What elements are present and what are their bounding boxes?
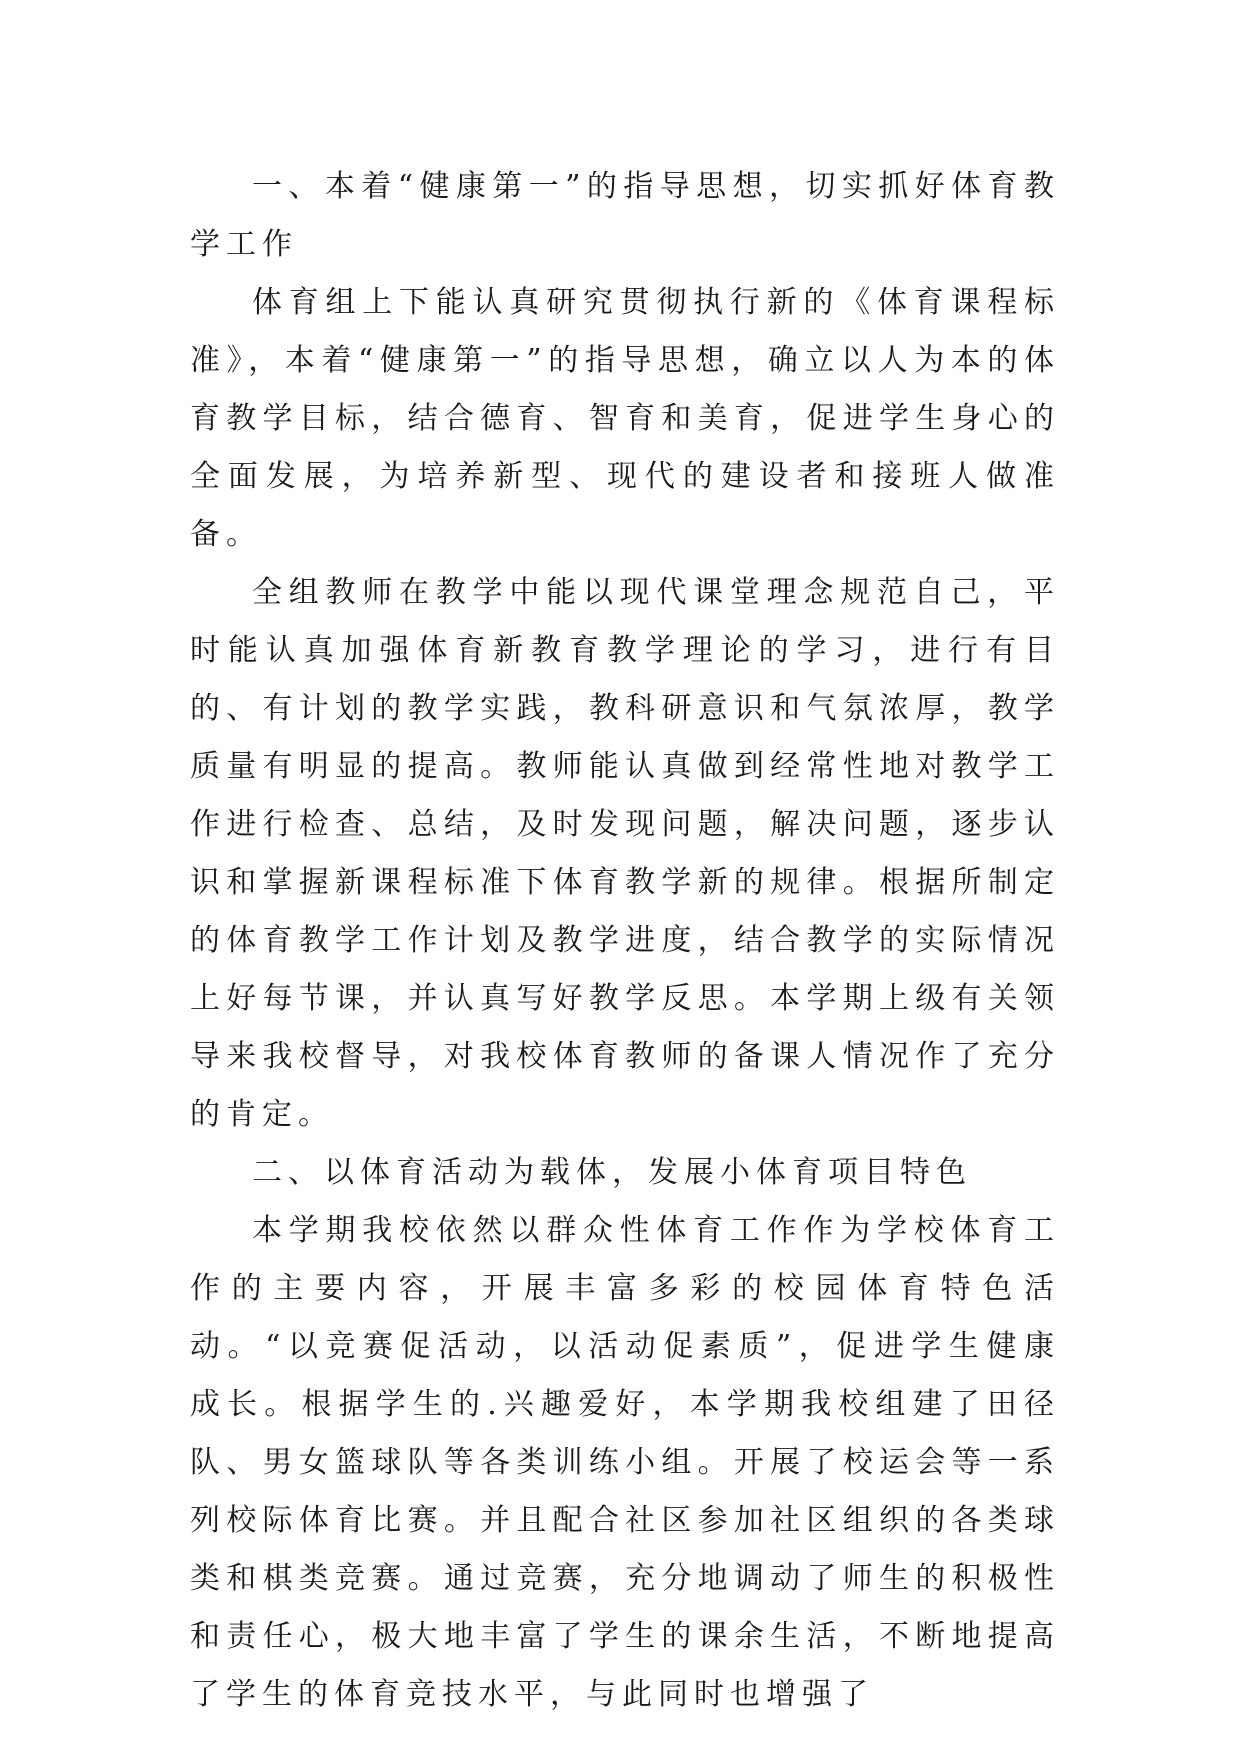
section-heading-2: 二、以体育活动为载体，发展小体育项目特色 (252, 1155, 972, 1190)
body-paragraph-1: 体育组上下能认真研究贯彻执行新的《体育课程标准》，本着“健康第一”的指导思想，确立以人为本的体育教学目标，结合德育、智育和美育，促进学生身心的全面发展，为培养新型、现代的建设者和接班人做准备。 (190, 285, 1060, 552)
body-paragraph-3: 本学期我校依然以群众性体育工作作为学校体育工作的主要内容，开展丰富多彩的校园体育特色活动。“以竞赛促活动，以活动促素质”，促进学生健康成长。根据学生的.兴趣爱好，本学期我校组建了田径队、男女篮球队等各类训练小组。开展了校运会等一系列校际体育比赛。并且配合社区参加社区组织的各类球类和棋类竞赛。通过竞赛，充分地调动了师生的积极性和责任心，极大地丰富了学生的课余生活，不断地提高了学生的体育竞技水平，与此同时也增强了 (190, 1213, 1060, 1712)
section-heading-1: 一、本着“健康第一”的指导思想，切实抓好体育教学工作 (190, 169, 1060, 262)
body-paragraph-2: 全组教师在教学中能以现代课堂理念规范自己，平时能认真加强体育新教育教学理论的学习，进行有目的、有计划的教学实践，教科研意识和气氛浓厚，教学质量有明显的提高。教师能认真做到经常性地对教学工作进行检查、总结，及时发现问题，解决问题，逐步认识和掌握新课程标准下体育教学新的规律。根据所制定的体育教学工作计划及教学进度，结合教学的实际情况上好每节课，并认真写好教学反思。本学期上级有关领导来我校督导，对我校体育教师的备课人情况作了充分的肯定。 (190, 575, 1060, 1132)
document-page (190, 158, 1060, 1724)
